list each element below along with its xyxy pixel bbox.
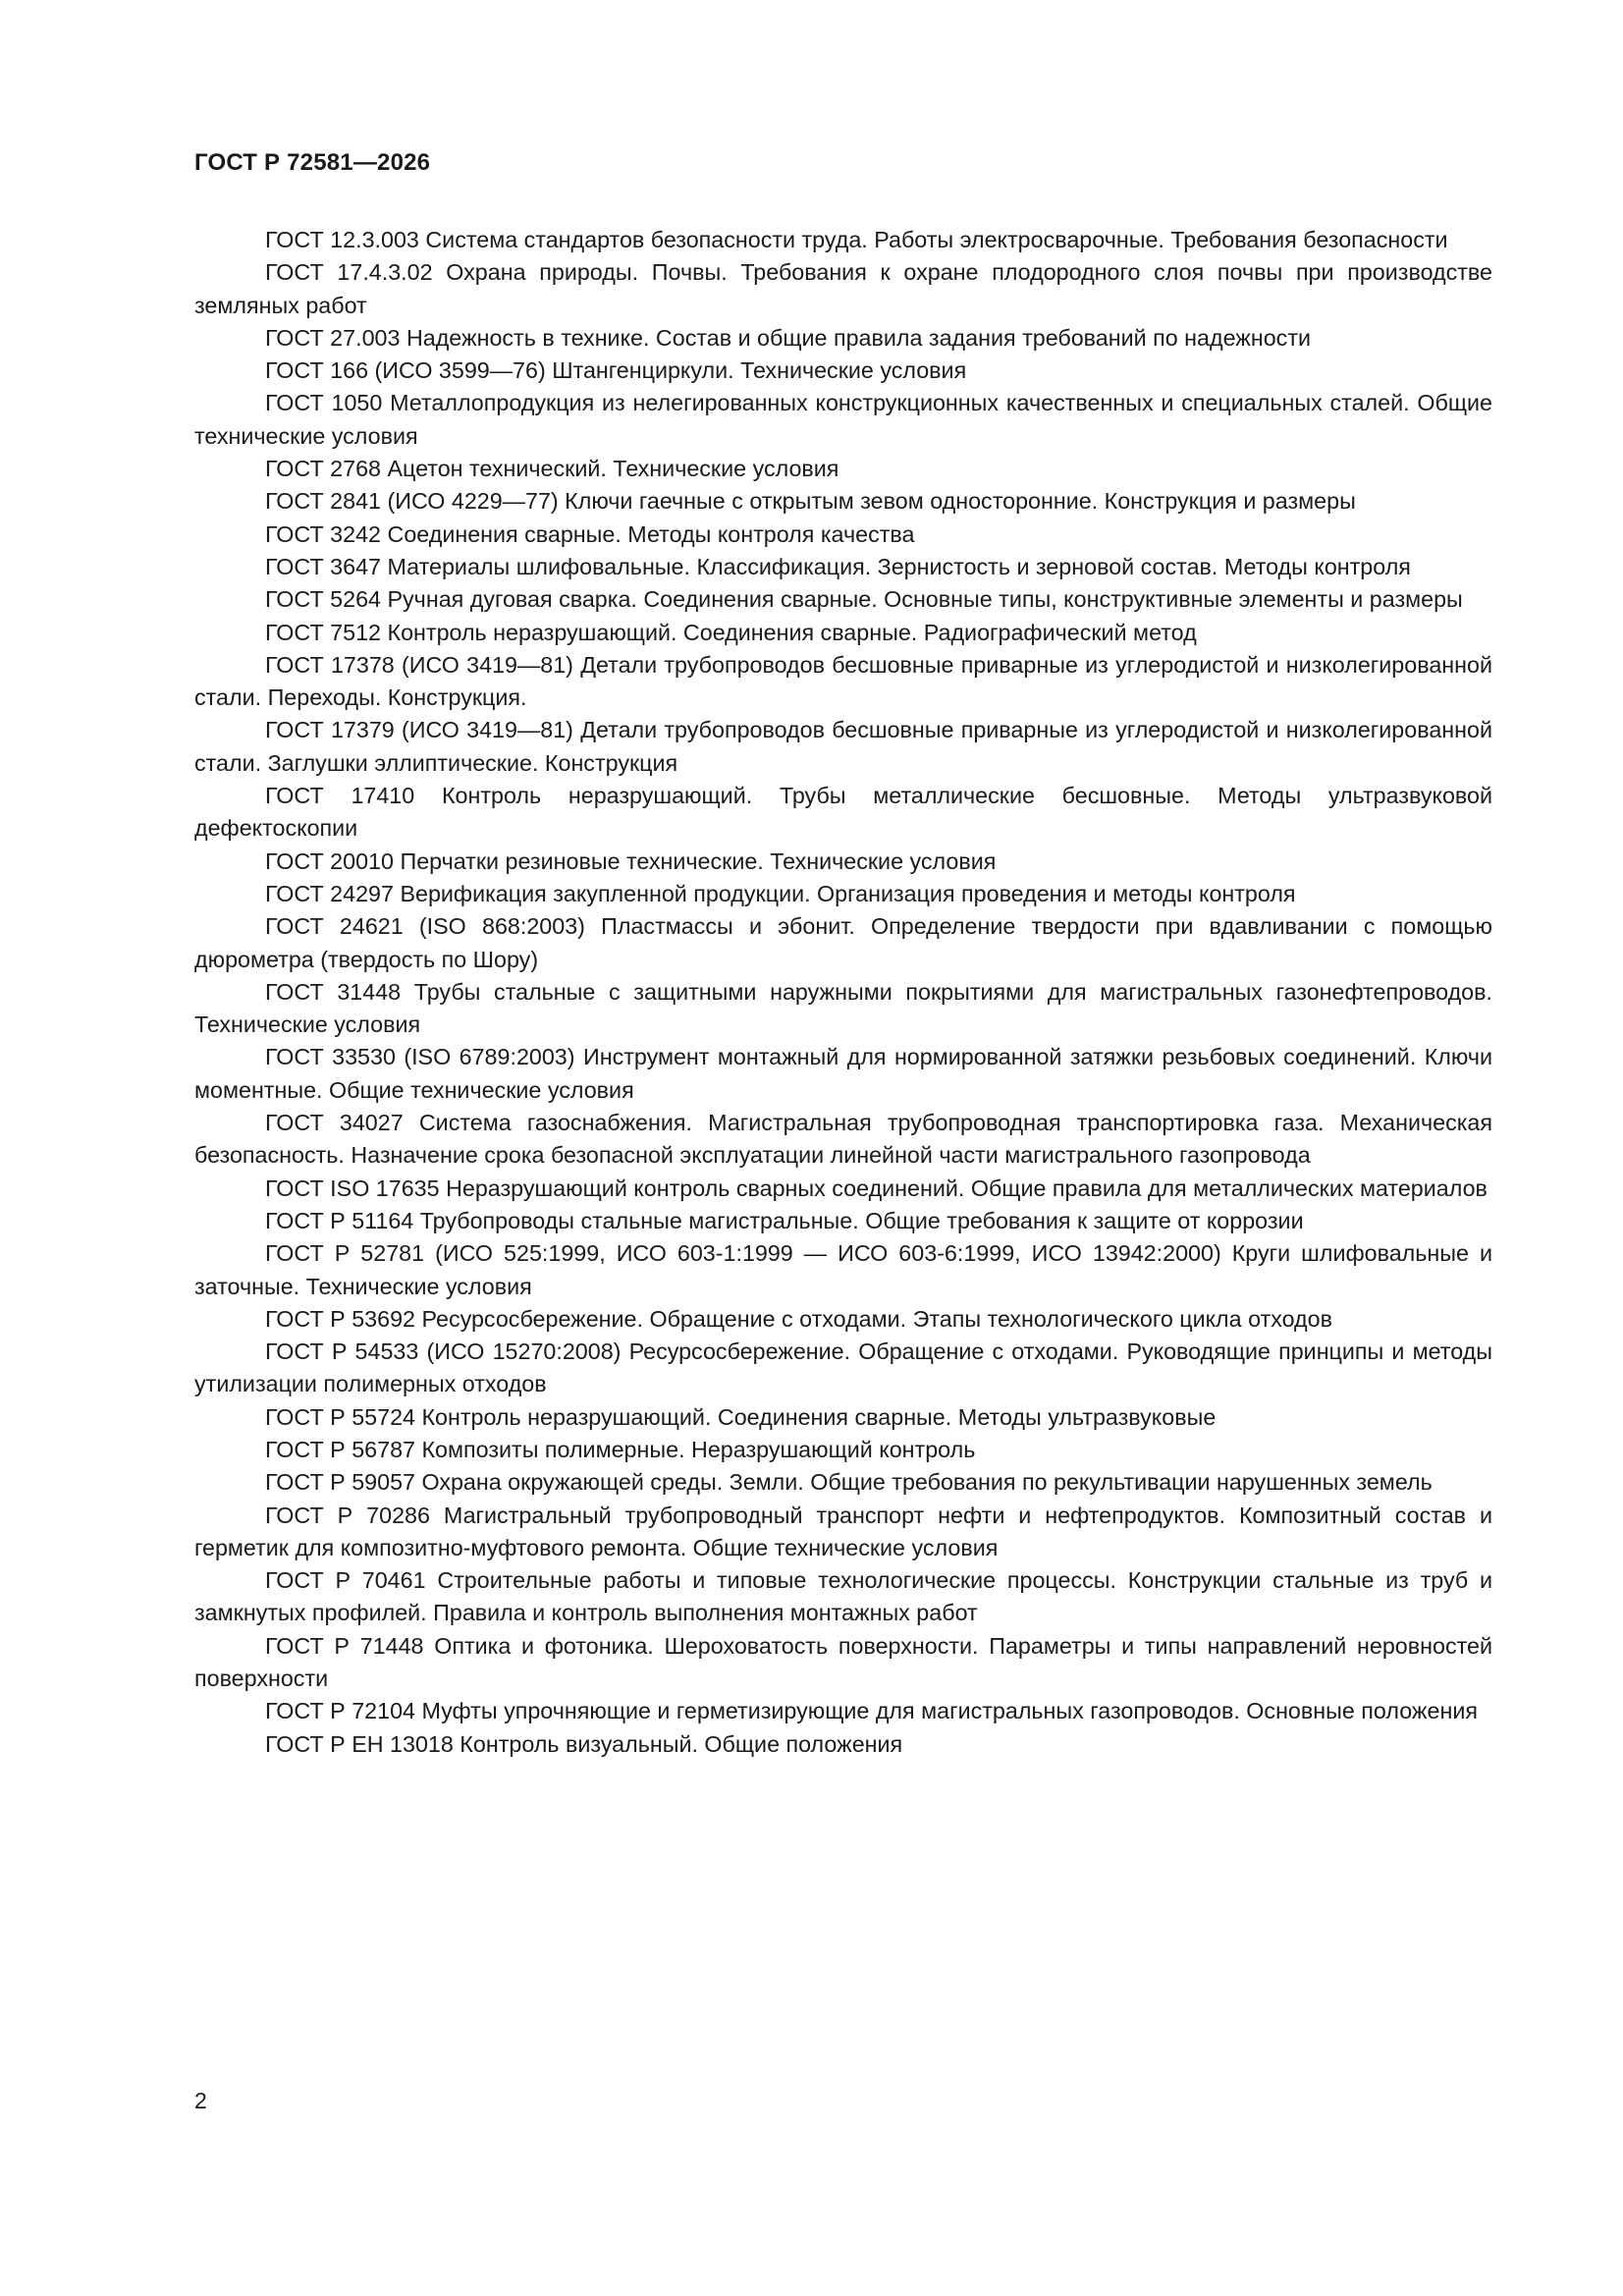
reference-entry <box>194 1695 1492 1727</box>
reference-entry <box>194 453 1492 485</box>
reference-title: Охрана природы. Почвы. Требования к охране плодородного слоя почвы при производстве земляных работ <box>194 259 1492 318</box>
reference-code: ГОСТ 1050 <box>265 390 383 416</box>
page-number: 2 <box>194 2088 207 2113</box>
reference-entry <box>194 551 1492 583</box>
reference-entry <box>194 256 1492 322</box>
reference-entry <box>194 878 1492 910</box>
reference-title: Штангенциркули. Технические условия <box>552 357 967 384</box>
reference-code: ГОСТ 24621 (ISO 868:2003) <box>265 913 585 940</box>
reference-title: Надежность в технике. Состав и общие правила задания требований по надежности <box>406 324 1312 351</box>
reference-title: Металлопродукция из нелегированных конструкционных качественных и специальных сталей. Общие технические условия <box>194 390 1492 449</box>
reference-entry <box>194 714 1492 780</box>
reference-code: ГОСТ Р 59057 <box>265 1469 415 1496</box>
reference-title: Строительные работы и типовые технологические процессы. Конструкции стальные из труб и замкнутых профилей. Правила и контроль выполнения монтажных работ <box>194 1567 1492 1626</box>
reference-code: ГОСТ 17378 (ИСО 3419—81) <box>265 651 573 678</box>
reference-entry <box>194 1630 1492 1696</box>
reference-code: ГОСТ Р ЕН 13018 <box>265 1730 454 1757</box>
reference-entry <box>194 617 1492 649</box>
reference-code: ГОСТ 2768 <box>265 456 382 482</box>
reference-entry <box>194 1107 1492 1173</box>
reference-title: Магистральный трубопроводный транспорт нефти и нефтепродуктов. Композитный состав и герметик для композитно-муфтового ремонта. Общие технические условия <box>194 1502 1493 1560</box>
reference-code: ГОСТ 12.3.003 <box>265 227 419 252</box>
reference-title: Неразрушающий контроль сварных соединений. Общие правила для металлических материалов <box>446 1175 1488 1201</box>
reference-title: Система стандартов безопасности труда. Работы электросварочные. Требования безопасности <box>425 227 1448 252</box>
reference-code: ГОСТ 24297 <box>265 880 394 906</box>
normative-references-list <box>194 224 1492 1761</box>
reference-code: ГОСТ 3242 <box>265 520 382 547</box>
reference-entry <box>194 910 1492 976</box>
reference-entry <box>194 649 1492 715</box>
reference-code: ГОСТ 17.4.3.02 <box>265 259 433 286</box>
reference-entry <box>194 976 1492 1042</box>
reference-entry <box>194 846 1492 878</box>
reference-entry <box>194 1500 1492 1565</box>
reference-code: ГОСТ 33530 (ISO 6789:2003) <box>265 1044 575 1070</box>
reference-code: ГОСТ Р 51164 <box>265 1207 414 1233</box>
reference-entry <box>194 1401 1492 1434</box>
reference-title: Трубы стальные с защитными наружными покрытиями для магистральных газонефтепроводов. Технические условия <box>194 978 1492 1038</box>
reference-code: ГОСТ 20010 <box>265 847 394 874</box>
reference-code: ГОСТ Р 72104 <box>265 1698 415 1724</box>
reference-entry <box>194 1564 1492 1630</box>
reference-code: ГОСТ Р 70461 <box>265 1567 426 1594</box>
reference-title: Композиты полимерные. Неразрушающий контроль <box>421 1436 976 1462</box>
reference-code: ГОСТ 17379 (ИСО 3419—81) <box>265 717 573 743</box>
reference-code: ГОСТ 3647 <box>265 553 382 579</box>
reference-code: ГОСТ Р 71448 <box>265 1632 424 1659</box>
reference-title: Верификация закупленной продукции. Организация проведения и методы контроля <box>400 880 1296 906</box>
reference-code: ГОСТ 7512 <box>265 619 382 645</box>
reference-title: Ручная дуговая сварка. Соединения сварные. Основные типы, конструктивные элементы и размеры <box>387 586 1463 613</box>
reference-title: Охрана окружающей среды. Земли. Общие требования по рекультивации нарушенных земель <box>421 1469 1433 1496</box>
reference-code: ГОСТ ISO 17635 <box>265 1175 440 1201</box>
reference-entry <box>194 1237 1492 1303</box>
reference-code: ГОСТ 17410 <box>265 783 415 809</box>
reference-title: Ключи гаечные с открытым зевом односторонние. Конструкция и размеры <box>565 488 1356 515</box>
page-header-document-code: ГОСТ Р 72581—2026 <box>194 149 431 176</box>
reference-title: Инструмент монтажный для нормированной затяжки резьбовых соединений. Ключи моментные. Общие технические условия <box>194 1044 1492 1103</box>
reference-code: ГОСТ Р 52781 (ИСО 525:1999, ИСО 603-1:1999 — ИСО 603-6:1999, ИСО 13942:2000) <box>265 1240 1221 1267</box>
reference-title: Контроль неразрушающий. Соединения сварные. Методы ультразвуковые <box>421 1403 1217 1430</box>
reference-title: Перчатки резиновые технические. Технические условия <box>400 847 997 874</box>
reference-title: Контроль визуальный. Общие положения <box>460 1730 903 1757</box>
reference-entry <box>194 1303 1492 1336</box>
reference-entry <box>194 1728 1492 1761</box>
reference-entry <box>194 224 1492 256</box>
reference-title: Контроль неразрушающий. Трубы металлические бесшовные. Методы ультразвуковой дефектоскопии <box>194 783 1492 842</box>
reference-entry <box>194 355 1492 387</box>
reference-code: ГОСТ 27.003 <box>265 324 401 351</box>
reference-code: ГОСТ 166 (ИСО 3599—76) <box>265 357 546 384</box>
reference-title: Материалы шлифовальные. Классификация. Зернистость и зерновой состав. Методы контроля <box>387 553 1411 579</box>
reference-title: Пластмассы и эбонит. Определение твердости при вдавливании с помощью дюрометра (твердость по Шору) <box>194 913 1492 972</box>
reference-entry <box>194 1434 1492 1466</box>
reference-title: Контроль неразрушающий. Соединения сварные. Радиографический метод <box>387 619 1197 645</box>
reference-entry <box>194 1466 1492 1499</box>
reference-title: Ацетон технический. Технические условия <box>387 456 839 482</box>
reference-code: ГОСТ Р 56787 <box>265 1436 415 1462</box>
reference-code: ГОСТ Р 70286 <box>265 1502 430 1528</box>
reference-code: ГОСТ 31448 <box>265 978 402 1005</box>
reference-entry <box>194 1205 1492 1237</box>
reference-title: Соединения сварные. Методы контроля качества <box>387 520 915 547</box>
reference-entry <box>194 583 1492 616</box>
reference-title: Детали трубопроводов бесшовные приварные из углеродистой и низколегированной стали. Заглушки эллиптические. Конструкция <box>194 717 1492 776</box>
reference-title: Оптика и фотоника. Шероховатость поверхности. Параметры и типы направлений неровностей поверхности <box>194 1632 1492 1692</box>
reference-code: ГОСТ 5264 <box>265 586 382 613</box>
reference-entry <box>194 387 1492 453</box>
reference-code: ГОСТ Р 53692 <box>265 1305 415 1332</box>
reference-code: ГОСТ Р 55724 <box>265 1403 415 1430</box>
reference-title: Трубопроводы стальные магистральные. Общие требования к защите от коррозии <box>419 1207 1304 1233</box>
reference-entry <box>194 1041 1492 1107</box>
reference-code: ГОСТ 34027 <box>265 1110 404 1136</box>
reference-title: Ресурсосбережение. Обращение с отходами. Этапы технологического цикла отходов <box>421 1305 1332 1332</box>
reference-code: ГОСТ Р 54533 (ИСО 15270:2008) <box>265 1339 622 1365</box>
reference-entry <box>194 322 1492 355</box>
reference-entry <box>194 780 1492 846</box>
reference-title: Система газоснабжения. Магистральная трубопроводная транспортировка газа. Механическая безопасность. Назначение срока безопасной эксплуатации линейной части магистрального газопровода <box>194 1110 1492 1169</box>
reference-title: Детали трубопроводов бесшовные приварные из углеродистой и низколегированной стали. Переходы. Конструкция. <box>194 651 1492 711</box>
reference-entry <box>194 1173 1492 1205</box>
reference-title: Ресурсосбережение. Обращение с отходами. Руководящие принципы и методы утилизации полимерных отходов <box>194 1339 1492 1397</box>
reference-entry <box>194 519 1492 551</box>
reference-entry <box>194 1336 1492 1401</box>
reference-title: Круги шлифовальные и заточные. Технические условия <box>194 1240 1492 1299</box>
reference-entry <box>194 485 1492 518</box>
reference-code: ГОСТ 2841 (ИСО 4229—77) <box>265 488 559 515</box>
reference-title: Муфты упрочняющие и герметизирующие для магистральных газопроводов. Основные положения <box>421 1698 1478 1724</box>
